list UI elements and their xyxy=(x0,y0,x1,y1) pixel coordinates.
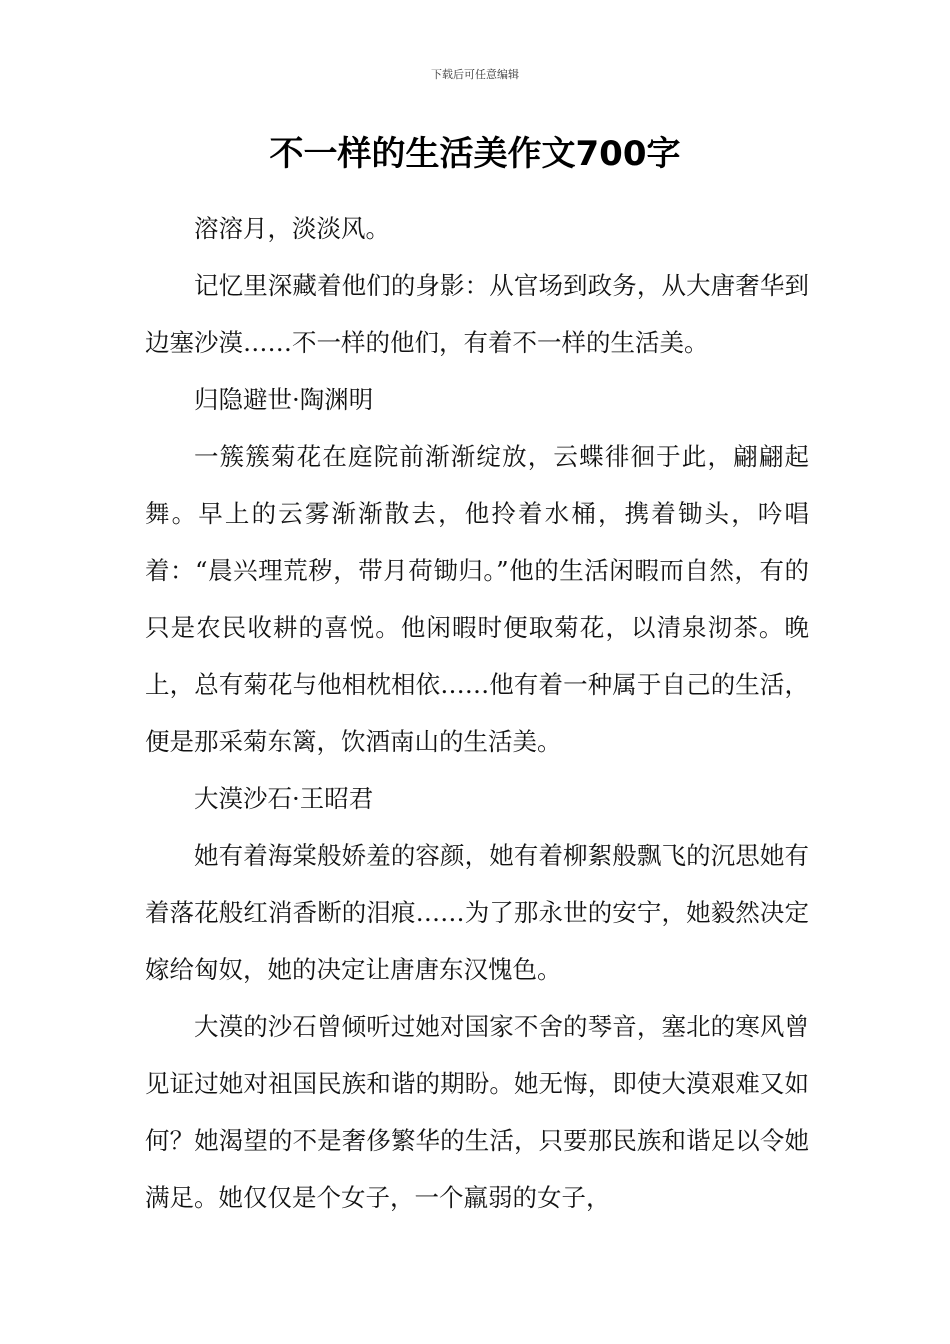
paragraph-tao-yuanming: 一簇簇菊花在庭院前渐渐绽放，云蝶徘徊于此，翩翩起舞。早上的云雾渐渐散去，他拎着水桶，携着锄头，吟唱着：“晨兴理荒秽，带月荷锄归。”他的生活闲暇而自然，有的只是农民收耕的喜悦。他闲暇时便取菊花，以清泉沏茶。晚上，总有菊花与他相枕相依……他有着一种属于自己的生活，便是那采菊东篱，饮酒南山的生活美。 xyxy=(145,442,809,756)
section-heading-wang-zhaojun: 大漠沙石·王昭君 xyxy=(194,784,374,813)
header-note: 下载后可任意编辑 xyxy=(431,68,519,81)
article-body xyxy=(145,200,809,1226)
paragraph-wang-zhaojun-1: 她有着海棠般娇羞的容颜，她有着柳絮般飘飞的沉思她有着落花般红消香断的泪痕……为了那永世的安宁，她毅然决定嫁给匈奴，她的决定让唐唐东汉愧色。 xyxy=(145,841,809,984)
paragraph-wang-zhaojun-2: 大漠的沙石曾倾听过她对国家不舍的琴音，塞北的寒风曾见证过她对祖国民族和谐的期盼。她无悔，即使大漠艰难又如何？她渴望的不是奢侈繁华的生活，只要那民族和谐足以令她满足。她仅仅是个女子，一个羸弱的女子， xyxy=(145,1012,809,1212)
paragraph-opening: 溶溶月，淡淡风。 xyxy=(194,214,390,243)
page-title: 不一样的生活美作文700字 xyxy=(269,134,681,174)
paragraph-intro: 记忆里深藏着他们的身影：从官场到政务，从大唐奢华到边塞沙漠……不一样的他们，有着不一样的生活美。 xyxy=(145,271,809,357)
section-heading-tao-yuanming: 归隐避世·陶渊明 xyxy=(194,385,374,414)
